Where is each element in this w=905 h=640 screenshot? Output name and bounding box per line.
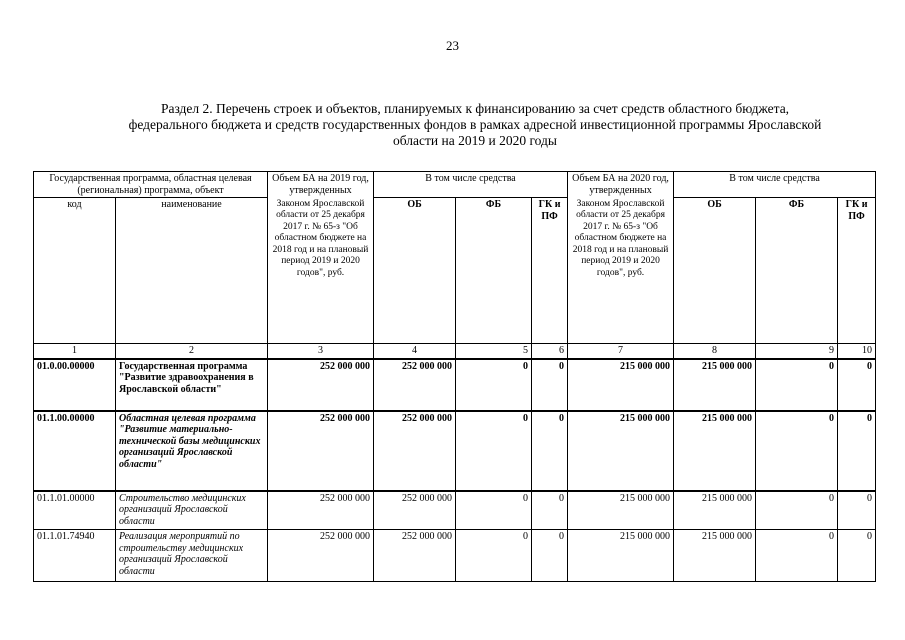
header-ob-2019: ОБ	[374, 198, 456, 344]
header-ob-2020: ОБ	[674, 198, 756, 344]
row-gkpf-2019: 0	[532, 411, 568, 491]
row-volume-2019: 252 000 000	[268, 491, 374, 530]
row-ob-2019: 252 000 000	[374, 491, 456, 530]
row-gkpf-2020: 0	[838, 359, 876, 411]
header-volume-2019-bottom: Законом Ярославской области от 25 декабря 2017 г. № 65-з "Об областном бюджете на 2018 год и на плановый период 2019 и 2020 годов", руб.	[268, 198, 374, 344]
row-volume-2020: 215 000 000	[568, 411, 674, 491]
row-volume-2020: 215 000 000	[568, 491, 674, 530]
row-gkpf-2019: 0	[532, 530, 568, 582]
header-fb-2020: ФБ	[756, 198, 838, 344]
table-row	[34, 411, 876, 491]
row-fb-2020: 0	[756, 530, 838, 582]
row-name: Строительство медицинских организаций Ярославской области	[116, 491, 268, 530]
table-row	[34, 491, 876, 530]
row-ob-2020: 215 000 000	[674, 530, 756, 582]
heading-line-3: области на 2019 и 2020 годы	[393, 133, 557, 148]
row-ob-2020: 215 000 000	[674, 411, 756, 491]
col-number: 4	[374, 344, 456, 359]
section-heading	[70, 101, 880, 149]
header-volume-2019-top: Объем БА на 2019 год, утвержденных	[268, 172, 374, 198]
row-code: 01.1.01.74940	[34, 530, 116, 582]
column-numbers-row	[34, 344, 876, 359]
row-fb-2020: 0	[756, 491, 838, 530]
header-program-group: Государственная программа, областная целевая (региональная) программа, объект	[34, 172, 268, 198]
investment-table	[33, 171, 876, 582]
row-fb-2019: 0	[456, 411, 532, 491]
row-volume-2019: 252 000 000	[268, 530, 374, 582]
page-number: 23	[446, 38, 459, 53]
header-incl-2020: В том числе средства	[674, 172, 876, 198]
row-ob-2019: 252 000 000	[374, 411, 456, 491]
row-gkpf-2020: 0	[838, 491, 876, 530]
row-fb-2020: 0	[756, 411, 838, 491]
col-number: 7	[568, 344, 674, 359]
heading-line-2: федерального бюджета и средств государственных фондов в рамках адресной инвестиционной программы Ярославской	[128, 117, 822, 132]
col-number: 1	[34, 344, 116, 359]
col-number: 5	[456, 344, 532, 359]
col-number: 6	[532, 344, 568, 359]
row-gkpf-2019: 0	[532, 359, 568, 411]
row-name: Реализация мероприятий по строительству медицинских организаций Ярославской области	[116, 530, 268, 582]
row-gkpf-2020: 0	[838, 530, 876, 582]
col-number: 3	[268, 344, 374, 359]
row-code: 01.1.00.00000	[34, 411, 116, 491]
row-code: 01.0.00.00000	[34, 359, 116, 411]
table-row	[34, 359, 876, 411]
col-number: 10	[838, 344, 876, 359]
heading-line-1: Раздел 2. Перечень строек и объектов, планируемых к финансированию за счет средств областного бюджета,	[160, 101, 790, 116]
header-row-top	[34, 172, 876, 198]
header-fb-2019: ФБ	[456, 198, 532, 344]
header-name: наименование	[116, 198, 268, 344]
row-name: Государственная программа "Развитие здравоохранения в Ярославской области"	[116, 359, 268, 411]
row-fb-2019: 0	[456, 530, 532, 582]
col-number: 8	[674, 344, 756, 359]
row-fb-2019: 0	[456, 359, 532, 411]
header-code: код	[34, 198, 116, 344]
col-number: 2	[116, 344, 268, 359]
row-name: Областная целевая программа "Развитие материально-технической базы медицинских организаций Ярославской области"	[116, 411, 268, 491]
row-volume-2020: 215 000 000	[568, 359, 674, 411]
row-ob-2019: 252 000 000	[374, 359, 456, 411]
header-volume-2020-top: Объем БА на 2020 год, утвержденных	[568, 172, 674, 198]
row-ob-2019: 252 000 000	[374, 530, 456, 582]
row-volume-2020: 215 000 000	[568, 530, 674, 582]
row-volume-2019: 252 000 000	[268, 359, 374, 411]
row-gkpf-2019: 0	[532, 491, 568, 530]
header-volume-2020-bottom: Законом Ярославской области от 25 декабря 2017 г. № 65-з "Об областном бюджете на 2018 год и на плановый период 2019 и 2020 годов", руб.	[568, 198, 674, 344]
header-incl-2019: В том числе средства	[374, 172, 568, 198]
row-volume-2019: 252 000 000	[268, 411, 374, 491]
col-number: 9	[756, 344, 838, 359]
row-fb-2020: 0	[756, 359, 838, 411]
header-gkpf-2020: ГК и ПФ	[838, 198, 876, 344]
row-fb-2019: 0	[456, 491, 532, 530]
header-row-bottom	[34, 198, 876, 344]
row-ob-2020: 215 000 000	[674, 491, 756, 530]
table-row	[34, 530, 876, 582]
row-code: 01.1.01.00000	[34, 491, 116, 530]
row-ob-2020: 215 000 000	[674, 359, 756, 411]
header-gkpf-2019: ГК и ПФ	[532, 198, 568, 344]
row-gkpf-2020: 0	[838, 411, 876, 491]
